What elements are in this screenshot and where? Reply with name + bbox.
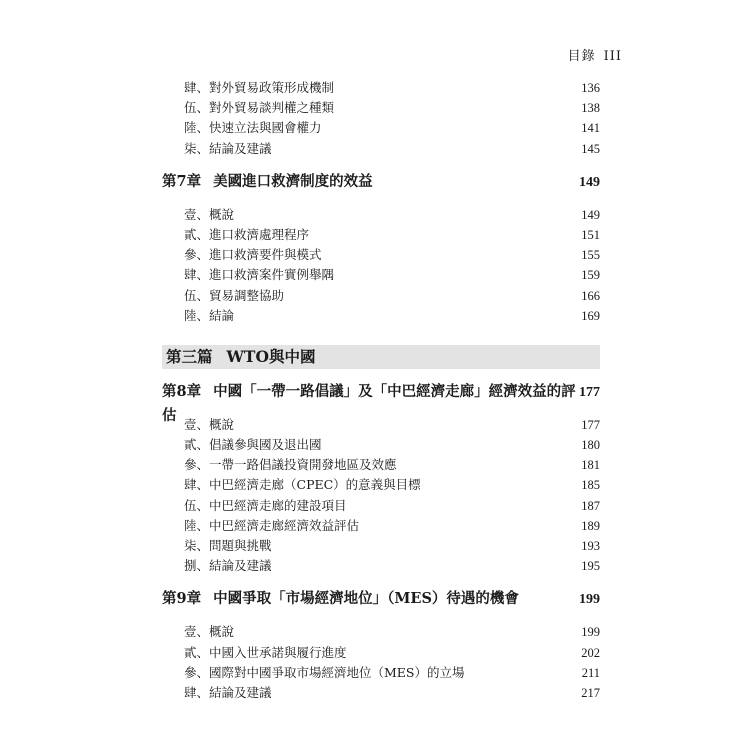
toc-entry [162,98,600,118]
entry-label: 肆、對外貿易政策形成機制 [184,80,335,95]
entry-label: 柒、結論及建議 [184,140,272,156]
toc-entry [162,556,600,576]
entry-label: 伍、貿易調整協助 [184,287,285,303]
entry-label: 肆、結論及建議 [184,684,272,700]
entry-page: 187 [581,498,600,513]
entry-page: 185 [581,478,600,493]
toc-entry [162,683,600,703]
toc-entry [162,663,600,683]
entry-page: 166 [581,288,600,303]
entry-page: 138 [581,101,600,116]
entry-page: 189 [581,518,600,533]
entry-page: 199 [581,625,600,640]
entry-label: 壹、概說 [184,416,235,432]
toc-entry [162,245,600,265]
toc-entry [162,435,600,455]
entry-label: 參、國際對中國爭取市場經濟地位（MES）的立場 [184,664,465,680]
chapter-page: 149 [579,174,600,190]
entry-label: 貳、進口救濟處理程序 [184,226,310,242]
running-head-page: III [603,49,622,64]
entry-label: 參、一帶一路倡議投資開發地區及效應 [184,457,397,473]
entry-label: 捌、結論及建議 [184,558,272,574]
running-head [568,45,622,64]
entry-page: 180 [581,438,600,453]
entry-label: 伍、中巴經濟走廊的建設項目 [184,497,347,513]
entry-page: 145 [581,141,600,156]
part-heading [162,345,600,369]
toc-entry [162,643,600,663]
chapter-page: 199 [579,592,600,608]
entry-label: 貳、倡議參與國及退出國 [184,437,322,453]
running-head-title: 目錄 [567,49,596,64]
toc-entry [162,286,600,306]
toc-entry [162,205,600,225]
entry-page: 193 [581,539,600,553]
entry-page: 149 [581,207,600,222]
toc-entry [162,475,600,495]
chapter-label: 第7章 [162,172,202,190]
chapter-label: 第8章 [162,382,202,400]
entry-page: 159 [581,268,600,283]
toc-entry [162,536,600,556]
entry-label: 柒、問題與挑戰 [184,538,272,553]
entry-label: 壹、概說 [184,206,235,222]
chapter-heading [162,587,600,611]
part-title: WTO與中國 [226,346,316,366]
entry-page: 141 [581,121,600,136]
entry-label: 伍、對外貿易談判權之種類 [184,100,335,116]
entry-page: 195 [581,559,600,574]
entry-label: 陸、快速立法與國會權力 [184,120,322,136]
toc-entry [162,139,600,159]
chapter-title: 美國進口救濟制度的效益 [213,172,373,190]
part-label: 第三篇 [166,346,213,366]
toc-entry [162,496,600,516]
toc-entry [162,306,600,326]
toc-entry [162,516,600,536]
entry-label: 陸、中巴經濟走廊經濟效益評估 [184,517,360,533]
entry-page: 202 [581,645,600,660]
chapter-title: 中國「一帶一路倡議」及「中巴經濟走廊」經濟效益的評估 [162,382,576,424]
entry-label: 肆、進口救濟案件實例舉隅 [184,267,335,283]
toc-entry [162,78,600,98]
toc-entry [162,265,600,285]
toc-entry [162,118,600,138]
toc-entry [162,225,600,245]
chapter-label: 第9章 [162,590,202,608]
toc-entry [162,455,600,475]
toc-entry [162,622,600,642]
chapter-heading [162,170,600,194]
entry-page: 211 [581,665,600,680]
entry-page: 151 [581,227,600,242]
entry-label: 陸、結論 [184,307,235,323]
chapter-title: 中國爭取「市場經濟地位」（MES）待遇的機會 [213,590,519,608]
table-of-contents [162,78,600,703]
entry-page: 177 [581,417,600,432]
entry-page: 217 [581,685,600,700]
entry-page: 136 [581,81,600,95]
entry-page: 181 [581,458,600,473]
entry-label: 貳、中國入世承諾與履行進度 [184,644,347,660]
entry-label: 壹、概說 [184,624,235,640]
entry-label: 參、進口救濟要件與模式 [184,247,322,263]
entry-page: 169 [581,308,600,323]
entry-label: 肆、中巴經濟走廊（CPEC）的意義與目標 [184,477,421,493]
entry-page: 155 [581,248,600,263]
chapter-page: 177 [579,384,600,400]
